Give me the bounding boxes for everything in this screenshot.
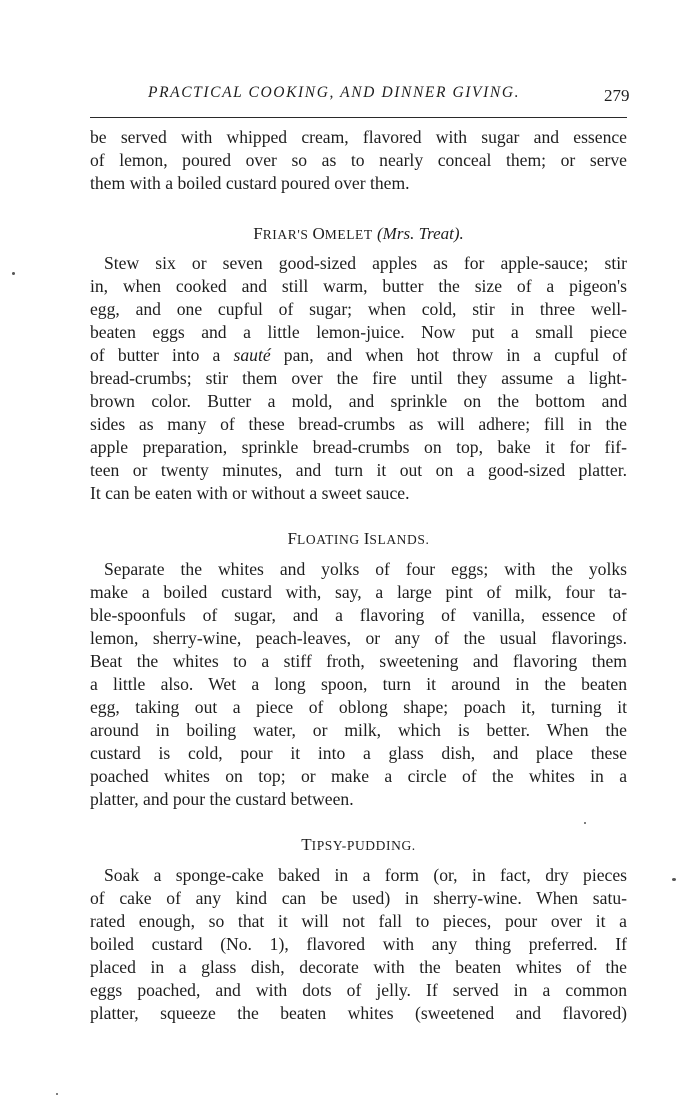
print-speck bbox=[12, 272, 15, 275]
recipe-line: platter, squeeze the beaten whites (sweetened and flavored) bbox=[90, 1003, 627, 1023]
intro-line: be served with whipped cream, flavored with sugar and essence bbox=[90, 127, 627, 147]
recipe-line: eggs poached, and with dots of jelly. If served in a common bbox=[90, 980, 627, 1000]
recipe-line: egg, taking out a piece of oblong shape; poach it, turning it bbox=[90, 697, 627, 717]
page-number: 279 bbox=[604, 86, 630, 105]
recipe-line: make a boiled custard with, say, a large pint of milk, four ta- bbox=[90, 582, 627, 602]
recipe-line: egg, and one cupful of sugar; when cold, stir in three well- bbox=[90, 299, 627, 319]
recipe-line: lemon, sherry-wine, peach-leaves, or any of the usual flavorings. bbox=[90, 628, 627, 648]
recipe-line: rated enough, so that it will not fall to pieces, pour over it a bbox=[90, 911, 627, 931]
recipe-line: Separate the whites and yolks of four eggs; with the yolks bbox=[104, 559, 627, 579]
recipe-line: Stew six or seven good-sized apples as for apple-sauce; stir bbox=[104, 253, 627, 273]
recipe-line: in, when cooked and still warm, butter the size of a pigeon's bbox=[90, 276, 627, 296]
recipe-heading-friars-omelet: FRIAR'S OMELET (Mrs. Treat). bbox=[253, 224, 464, 243]
print-speck bbox=[584, 822, 586, 824]
recipe-line: placed in a glass dish, decorate with the beaten whites of the bbox=[90, 957, 627, 977]
recipe-line: beaten eggs and a little lemon-juice. Now put a small piece bbox=[90, 322, 627, 342]
print-speck bbox=[56, 1093, 58, 1095]
recipe-heading-floating-islands: FLOATING ISLANDS. bbox=[287, 529, 430, 548]
recipe-line: brown color. Butter a mold, and sprinkle on the bottom and bbox=[90, 391, 627, 411]
recipe-line: Beat the whites to a stiff froth, sweetening and flavoring them bbox=[90, 651, 627, 671]
intro-line: of lemon, poured over so as to nearly conceal them; or serve bbox=[90, 150, 627, 170]
recipe-heading-tipsy-pudding: TIPSY-PUDDING. bbox=[301, 835, 416, 854]
intro-line: them with a boiled custard poured over them. bbox=[90, 173, 410, 193]
recipe-line: a little also. Wet a long spoon, turn it around in the beaten bbox=[90, 674, 627, 694]
recipe-line: custard is cold, pour it into a glass dish, and place these bbox=[90, 743, 627, 763]
header-rule bbox=[90, 117, 627, 118]
recipe-line: It can be eaten with or without a sweet sauce. bbox=[90, 483, 410, 503]
recipe-line: Soak a sponge-cake baked in a form (or, in fact, dry pieces bbox=[104, 865, 627, 885]
recipe-line: platter, and pour the custard between. bbox=[90, 789, 354, 809]
recipe-line: poached whites on top; or make a circle of the whites in a bbox=[90, 766, 627, 786]
recipe-line: apple preparation, sprinkle bread-crumbs on top, bake it for fif- bbox=[90, 437, 627, 457]
print-speck bbox=[672, 878, 676, 881]
recipe-line: bread-crumbs; stir them over the fire until they assume a light- bbox=[90, 368, 627, 388]
recipe-line: boiled custard (No. 1), flavored with any thing preferred. If bbox=[90, 934, 627, 954]
running-title: PRACTICAL COOKING, AND DINNER GIVING. bbox=[148, 84, 521, 101]
recipe-line: teen or twenty minutes, and turn it out on a good-sized platter. bbox=[90, 460, 627, 480]
recipe-line: sides as many of these bread-crumbs as will adhere; fill in the bbox=[90, 414, 627, 434]
recipe-line: of cake of any kind can be used) in sherry-wine. When satu- bbox=[90, 888, 627, 908]
recipe-line: ble-spoonfuls of sugar, and a flavoring of vanilla, essence of bbox=[90, 605, 627, 625]
recipe-line: of butter into a sauté pan, and when hot throw in a cupful of bbox=[90, 345, 627, 365]
recipe-line: around in boiling water, or milk, which is better. When the bbox=[90, 720, 627, 740]
